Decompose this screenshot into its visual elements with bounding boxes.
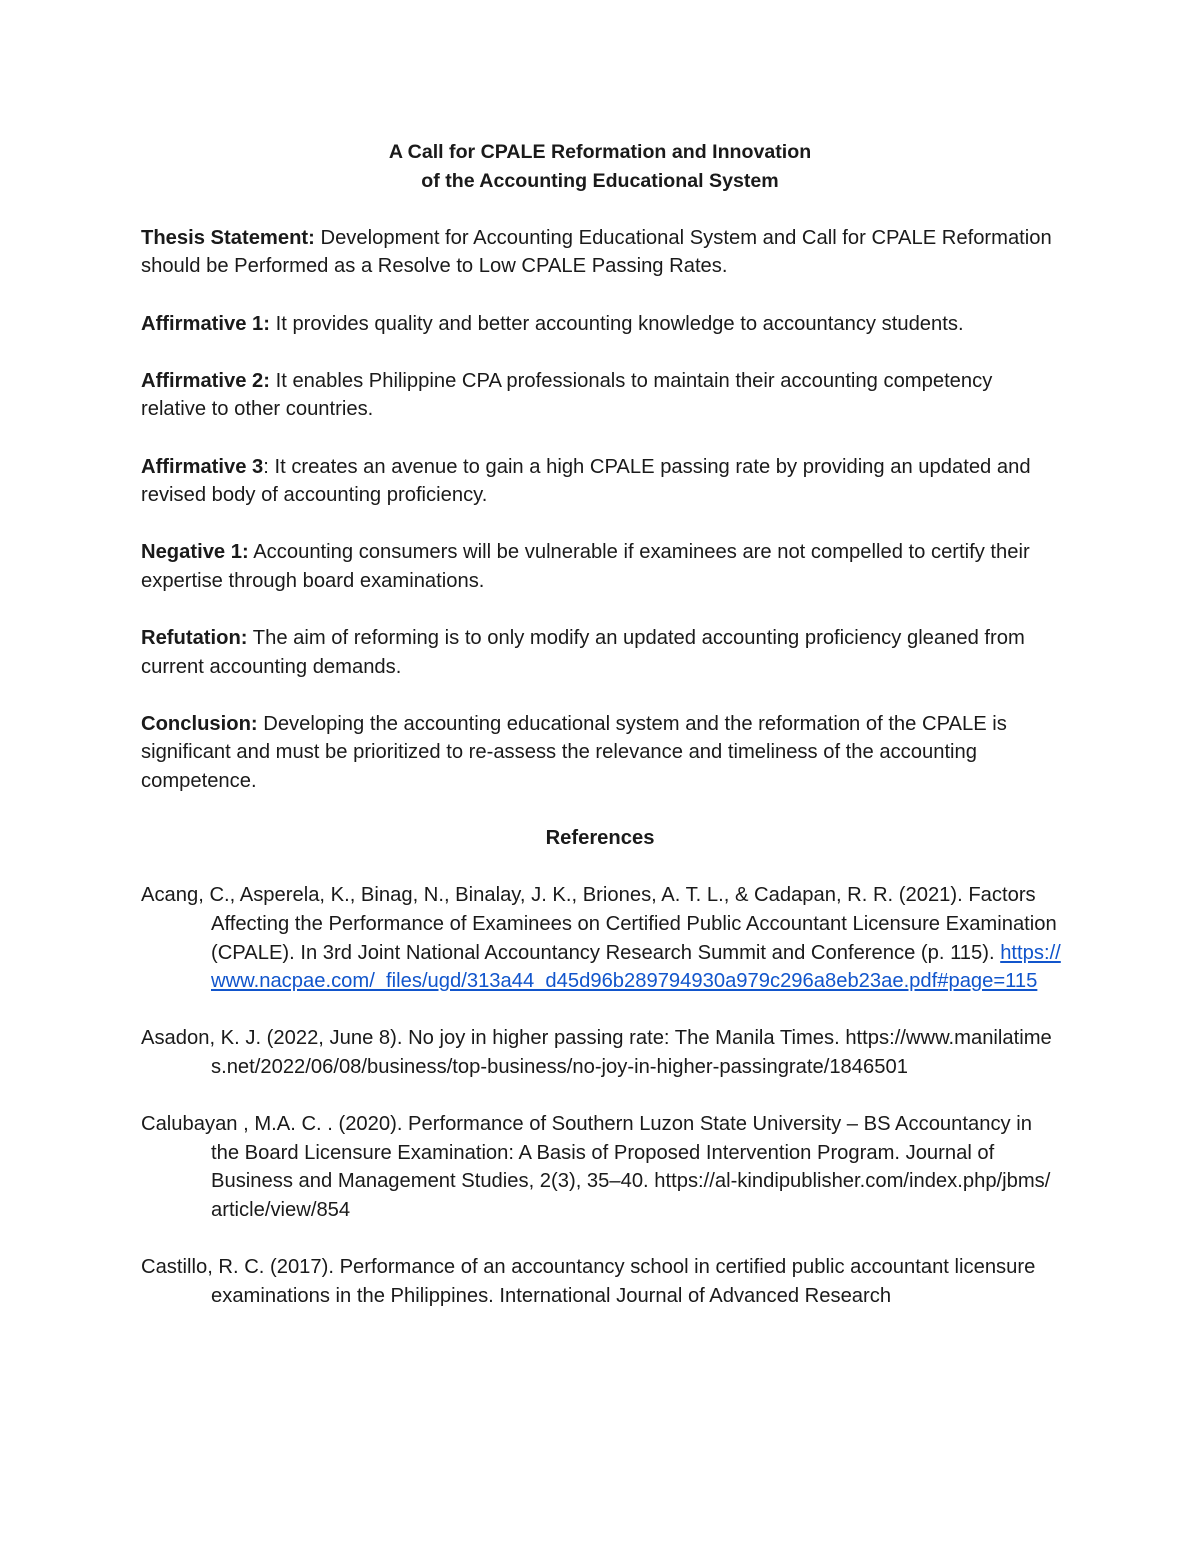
negative-1-label: Negative 1: <box>141 541 249 564</box>
reference-link[interactable]: https://www.nacpae.com/_files/ugd/313a44_d45d96b289794930a979c296a8eb23ae.pdf#page=115 <box>211 941 1061 993</box>
affirmative-3-label: Affirmative 3 <box>141 455 264 478</box>
reference-url: https://www.manilatimes.net/2022/06/08/business/top-business/no-joy-in-higher-passingrate/1846501 <box>211 1027 1052 1078</box>
document-body <box>141 138 1061 1339</box>
title-line-2: of the Accounting Educational System <box>421 169 779 192</box>
document-title <box>141 138 1059 195</box>
affirmative-1-label: Affirmative 1: <box>141 312 271 335</box>
reference-item <box>141 1024 1061 1081</box>
reference-text: Asadon, K. J. (2022, June 8). No joy in higher passing rate: The Manila Times. <box>141 1027 846 1050</box>
refutation-text: The aim of reforming is to only modify an updated accounting proficiency gleaned from current accounting demands. <box>141 627 1025 678</box>
refutation-label: Refutation: <box>141 627 248 650</box>
affirmative-2-label: Affirmative 2: <box>141 369 271 392</box>
reference-text: Calubayan , M.A. C. . (2020). Performance of Southern Luzon State University – BS Accountancy in the Board Licensure Examination: A Basis of Proposed Intervention Program. Journal of Business and Management Studies, 2(3), 35–40. <box>141 1113 1032 1193</box>
negative-1 <box>141 538 1061 595</box>
conclusion-label: Conclusion: <box>141 712 258 735</box>
negative-1-text: Accounting consumers will be vulnerable if examinees are not compelled to certify their expertise through board examinations. <box>141 541 1030 592</box>
reference-url: https://al-kindipublisher.com/index.php/jbms/article/view/854 <box>211 1170 1051 1221</box>
reference-item <box>141 881 1061 995</box>
affirmative-3-text: : It creates an avenue to gain a high CPALE passing rate by providing an updated and revised body of accounting proficiency. <box>141 455 1031 507</box>
affirmative-3 <box>141 453 1061 510</box>
affirmative-2 <box>141 367 1061 424</box>
thesis-statement <box>141 224 1061 281</box>
refutation <box>141 624 1061 681</box>
affirmative-2-text: It enables Philippine CPA professionals to maintain their accounting competency relative to other countries. <box>141 369 993 421</box>
references-heading: References <box>545 827 655 850</box>
affirmative-1-text: It provides quality and better accounting knowledge to accountancy students. <box>270 312 964 335</box>
thesis-statement-label: Thesis Statement: <box>141 226 315 249</box>
affirmative-1 <box>141 310 1061 339</box>
conclusion-text: Developing the accounting educational system and the reformation of the CPALE is significant and must be prioritized to re-assess the relevance and timeliness of the accounting competence. <box>141 712 1007 793</box>
title-line-1: A Call for CPALE Reformation and Innovation <box>388 141 812 163</box>
reference-text: Castillo, R. C. (2017). Performance of an accountancy school in certified public accountant licensure examinations in the Philippines. International Journal of Advanced Research <box>141 1256 1036 1307</box>
thesis-statement-text: Development for Accounting Educational System and Call for CPALE Reformation should be Performed as a Resolve to Low CPALE Passing Rates. <box>141 226 1052 278</box>
reference-item <box>141 1110 1061 1224</box>
conclusion <box>141 710 1061 796</box>
reference-text: Acang, C., Asperela, K., Binag, N., Binalay, J. K., Briones, A. T. L., & Cadapan, R. R. (2021). Factors Affecting the Performance of Examinees on Certified Public Accountant Licensure Examination (CPALE). In 3rd Joint National Accountancy Research Summit and Conference (p. 115). <box>141 884 1057 964</box>
reference-item <box>141 1253 1061 1310</box>
